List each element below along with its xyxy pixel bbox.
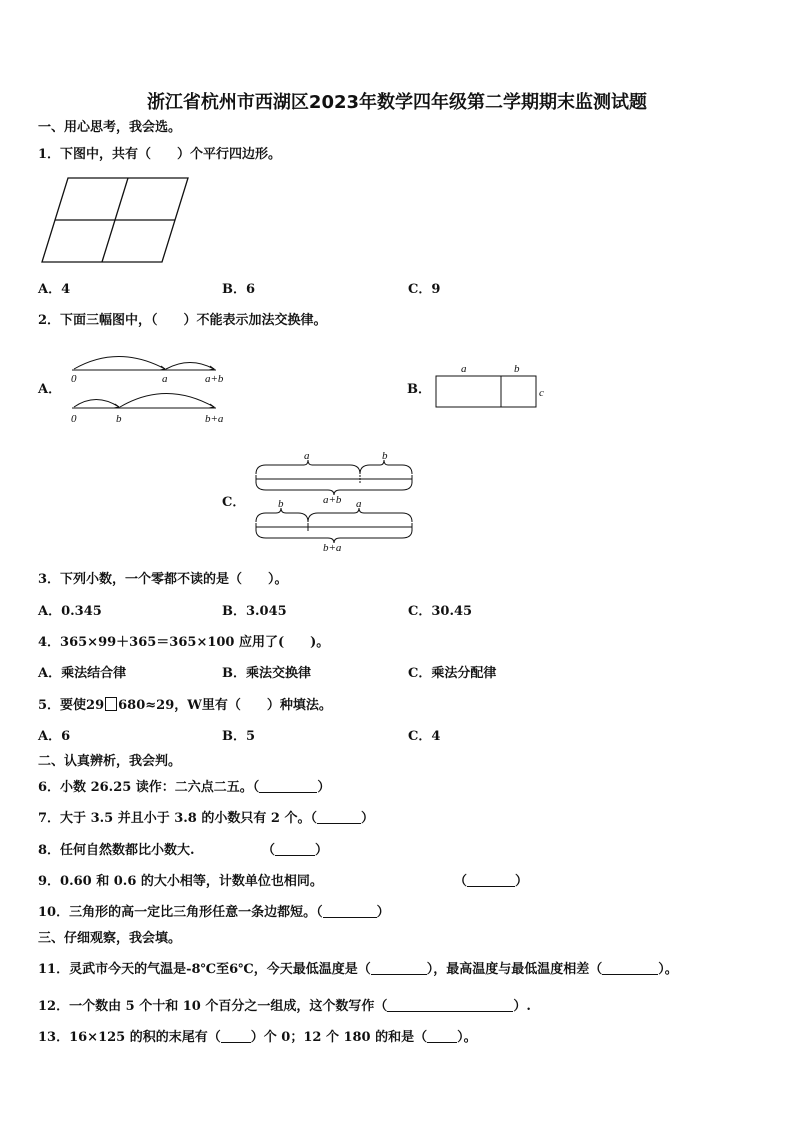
figC-label-a-plus-b: a+b [323,494,342,506]
q5-stem-pre: 5．要使29 [38,698,105,713]
q11-blank-1[interactable] [371,962,427,975]
question-10 [38,905,390,921]
q1-option-c[interactable]: C．9 [408,282,441,297]
q12-part-1: 12．一个数由 5 个十和 10 个百分之一组成，这个数写作（ [38,999,388,1014]
q13-part-1: 13．16×125 的积的末尾有（ [38,1030,221,1045]
q5-option-c[interactable]: C．4 [408,729,441,744]
q8-answer-blank[interactable] [275,843,315,856]
figB-label-a: a [461,363,467,375]
q12-blank[interactable] [387,999,513,1012]
question-3-stem: 3．下列小数，一个零都不读的是（ ）。 [38,572,288,587]
section-heading-3: 三、仔细观察，我会填。 [38,931,182,946]
figA-label-a-plus-b: a+b [205,373,224,385]
q8-answer [262,843,328,859]
q9-paren-open: （ [454,874,468,889]
q10-paren-close: ） [376,905,390,920]
figC-label-a-bottom: a [356,498,362,510]
question-6 [38,780,330,796]
figA-label-b: b [116,413,122,425]
q10-answer-blank[interactable] [323,905,377,918]
q6-paren-close: ） [317,780,331,795]
question-7 [38,811,374,827]
q11-part-2: ），最高温度与最低温度相差（ [426,962,603,977]
q11-blank-2[interactable] [602,962,658,975]
q9-answer [454,874,528,890]
q3-option-b[interactable]: B．3.045 [222,604,287,619]
question-8-stem: 8．任何自然数都比小数大. [38,843,195,858]
q3-option-c[interactable]: C．30.45 [408,604,473,619]
figC-label-a-top: a [304,450,310,462]
question-1-stem: 1．下图中，共有（ ）个平行四边形。 [38,147,282,162]
parallelogram-figure [40,176,200,268]
q13-part-2: ）个 0；12 个 180 的和是（ [250,1030,428,1045]
q11-part-1: 11．灵武市今天的气温是-8℃至6℃，今天最低温度是（ [38,962,371,977]
q2-figure-a-number-lines [68,348,238,426]
section-heading-1: 一、用心思考，我会选。 [38,120,182,135]
q2-figure-b-rectangle [434,360,554,412]
q2-option-c[interactable]: C． [222,495,246,510]
q8-paren-open: （ [262,843,276,858]
q5-option-a[interactable]: A．6 [38,729,71,744]
q7-stem: 7．大于 3.5 并且小于 3.8 的小数只有 2 个。（ [38,811,317,826]
question-11 [38,962,678,978]
question-12 [38,999,531,1015]
q3-option-a[interactable]: A．0.345 [38,604,102,619]
question-13 [38,1030,477,1046]
q13-blank-2[interactable] [427,1030,457,1043]
figB-label-b: b [514,363,520,375]
q6-stem: 6．小数 26.25 读作：二六点二五。（ [38,780,260,795]
q12-part-2: ）. [513,999,531,1014]
q10-stem: 10．三角形的高一定比三角形任意一条边都短。（ [38,905,323,920]
figA-zero-1: 0 [71,373,77,385]
question-4-stem: 4．365×99＋365＝365×100 应用了( )。 [38,635,330,650]
figC-label-b-plus-a: b+a [323,542,342,554]
q11-part-3: ）。 [658,962,678,977]
q4-option-b[interactable]: B．乘法交换律 [222,666,311,681]
figA-label-b-plus-a: b+a [205,413,224,425]
question-2-stem: 2．下面三幅图中，（ ）不能表示加法交换律。 [38,313,327,328]
q7-paren-close: ） [360,811,374,826]
figA-label-a: a [162,373,168,385]
q2-option-b[interactable]: B． [407,382,431,397]
figC-label-b-bottom: b [278,498,284,510]
q7-answer-blank[interactable] [317,811,361,824]
q2-option-a[interactable]: A． [38,382,62,397]
page-title: 浙江省杭州市西湖区2023年数学四年级第二学期期末监测试题 [146,92,648,113]
q5-option-b[interactable]: B．5 [222,729,256,744]
question-5-stem [38,697,332,714]
q1-option-b[interactable]: B．6 [222,282,256,297]
q8-paren-close: ） [315,843,329,858]
q9-paren-close: ） [515,874,529,889]
q13-part-3: ）。 [457,1030,477,1045]
q6-answer-blank[interactable] [259,780,317,793]
figA-zero-2: 0 [71,413,77,425]
q1-option-a[interactable]: A．4 [38,282,71,297]
q5-stem-post: 680≈29，W里有（ ）种填法。 [118,698,332,713]
q9-answer-blank[interactable] [467,874,515,887]
figC-label-b-top: b [382,450,388,462]
question-9-stem: 9．0.60 和 0.6 的大小相等，计数单位也相同。 [38,874,323,889]
section-heading-2: 二、认真辨析，我会判。 [38,754,182,769]
q2-figure-c-segments [252,448,420,556]
q5-fill-box[interactable] [105,697,117,711]
figB-label-c: c [539,387,544,399]
q4-option-c[interactable]: C．乘法分配律 [408,666,497,681]
q13-blank-1[interactable] [221,1030,251,1043]
q4-option-a[interactable]: A．乘法结合律 [38,666,127,681]
